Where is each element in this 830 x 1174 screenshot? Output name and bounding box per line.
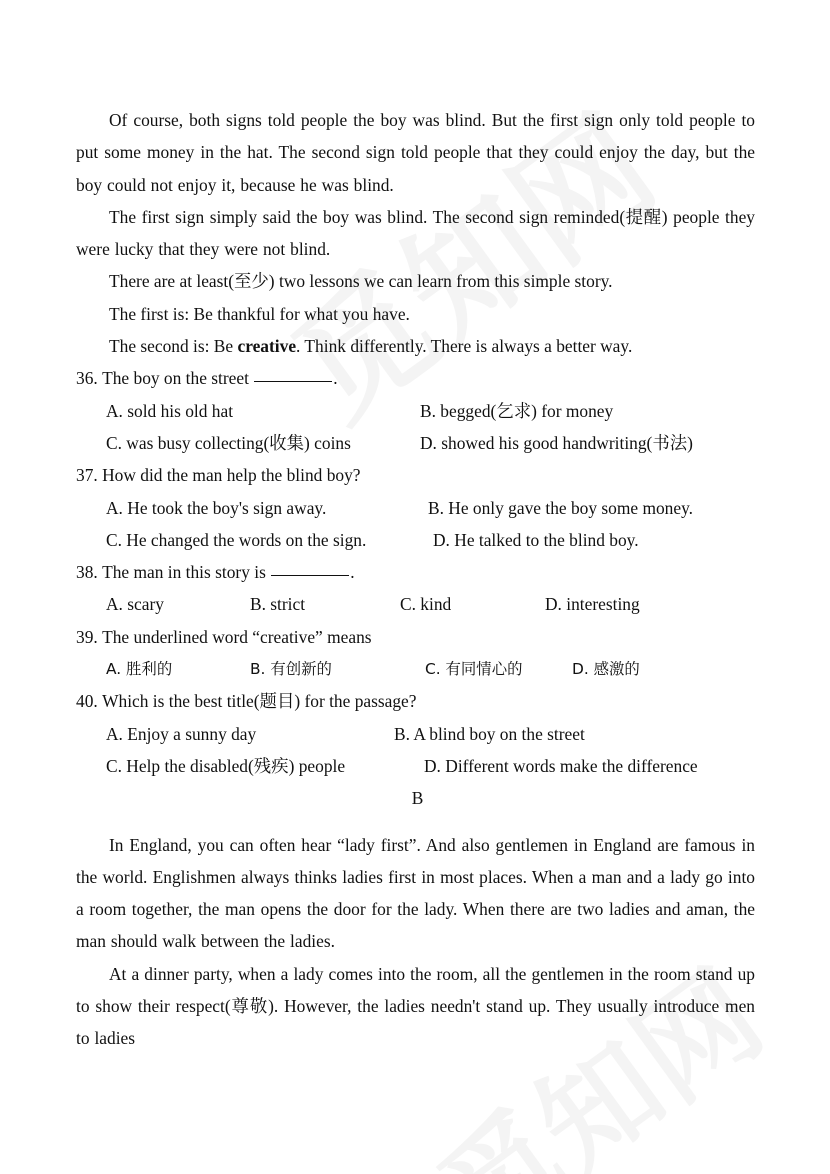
option-38-b[interactable]: B. strict [250,594,306,615]
lesson-two-suffix: . Think differently. There is always a better way. [296,336,633,357]
option-36-a[interactable]: A. sold his old hat [106,400,234,421]
question-38-blank[interactable] [271,575,349,576]
question-36-tail: . [333,368,338,389]
option-39-c[interactable]: C. 有同情心的 [425,660,523,679]
question-39-number: 39. [76,626,98,647]
option-36-b[interactable]: B. begged(乞求) for money [420,400,614,421]
question-36 [76,362,755,459]
question-39-stem [76,621,755,653]
option-38-c[interactable]: C. kind [400,594,452,615]
section-letter-b: B [411,788,424,809]
question-36-options-row-1 [76,395,755,427]
section-b-paragraph: In England, you can often hear “lady first”. And also gentlemen in England are famous in the world. Englishmen always thinks ladies first in most places. When a man and a lady go into a room together, the man opens the door for the lady. When there are two ladies and aman, the man should walk between the ladies. [76,834,755,952]
section-b-paragraph: At a dinner party, when a lady comes into the room, all the gentlemen in the room stand up to show their respect(尊敬). However, the ladies needn't stand up. They usually introduce men to ladies [76,963,755,1049]
question-37-options-row-2 [76,524,755,556]
option-40-a[interactable]: A. Enjoy a sunny day [106,723,257,744]
passage-line-first-lesson: The first is: Be thankful for what you have. [109,303,410,324]
question-37 [76,459,755,556]
lesson-two-bold-word: creative [237,336,297,357]
text-frame [76,104,755,1055]
question-37-number: 37. [76,465,98,486]
passage-paragraph: The first sign simply said the boy was blind. The second sign reminded(提醒) people they were lucky that they were not blind. [76,206,755,260]
option-37-b[interactable]: B. He only gave the boy some money. [428,497,693,518]
option-40-b[interactable]: B. A blind boy on the street [394,723,585,744]
option-38-d[interactable]: D. interesting [545,594,640,615]
question-38-number: 38. [76,562,98,583]
section-spacer [76,815,755,829]
question-36-stem [76,362,755,394]
question-37-stem [76,459,755,491]
question-40-number: 40. [76,691,98,712]
question-37-options-row-1 [76,492,755,524]
passage-line-lessons: There are at least(至少) two lessons we can learn from this simple story. [109,271,613,292]
question-40-text: Which is the best title(题目) for the passage? [102,691,417,712]
question-38 [76,556,755,621]
option-36-d[interactable]: D. showed his good handwriting(书法) [420,432,693,453]
question-36-number: 36. [76,368,98,389]
option-37-a[interactable]: A. He took the boy's sign away. [106,497,327,518]
option-39-d[interactable]: D. 感激的 [572,660,640,679]
passage-line-second-lesson [76,330,755,362]
lesson-two-prefix: The second is: Be [109,336,238,357]
question-36-blank[interactable] [254,381,332,382]
option-37-d[interactable]: D. He talked to the blind boy. [433,529,639,550]
question-40-stem [76,685,755,717]
question-40-options-row-1 [76,718,755,750]
option-39-a[interactable]: A. 胜利的 [106,660,173,679]
question-39-text: The underlined word “creative” means [102,626,372,647]
option-36-c[interactable]: C. was busy collecting(收集) coins [106,432,351,453]
question-38-text: The man in this story is [102,562,271,583]
question-40-options-row-2 [76,750,755,782]
option-38-a[interactable]: A. scary [106,594,164,615]
question-38-options-row [76,588,755,620]
question-39 [76,621,755,686]
question-38-stem [76,556,755,588]
passage-paragraph: Of course, both signs told people the boy was blind. But the first sign only told people to put some money in the hat. The second sign told people that they could enjoy the day, but the boy could not enjoy it, because he was blind. [76,110,755,195]
question-36-options-row-2 [76,427,755,459]
question-39-options-row [76,653,755,685]
option-40-c[interactable]: C. Help the disabled(残疾) people [106,755,346,776]
question-36-text: The boy on the street [102,368,254,389]
option-39-b[interactable]: B. 有创新的 [250,660,332,679]
question-37-text: How did the man help the blind boy? [102,465,361,486]
option-37-c[interactable]: C. He changed the words on the sign. [106,529,367,550]
question-40 [76,685,755,782]
question-38-tail: . [350,562,355,583]
option-40-d[interactable]: D. Different words make the difference [424,755,698,776]
